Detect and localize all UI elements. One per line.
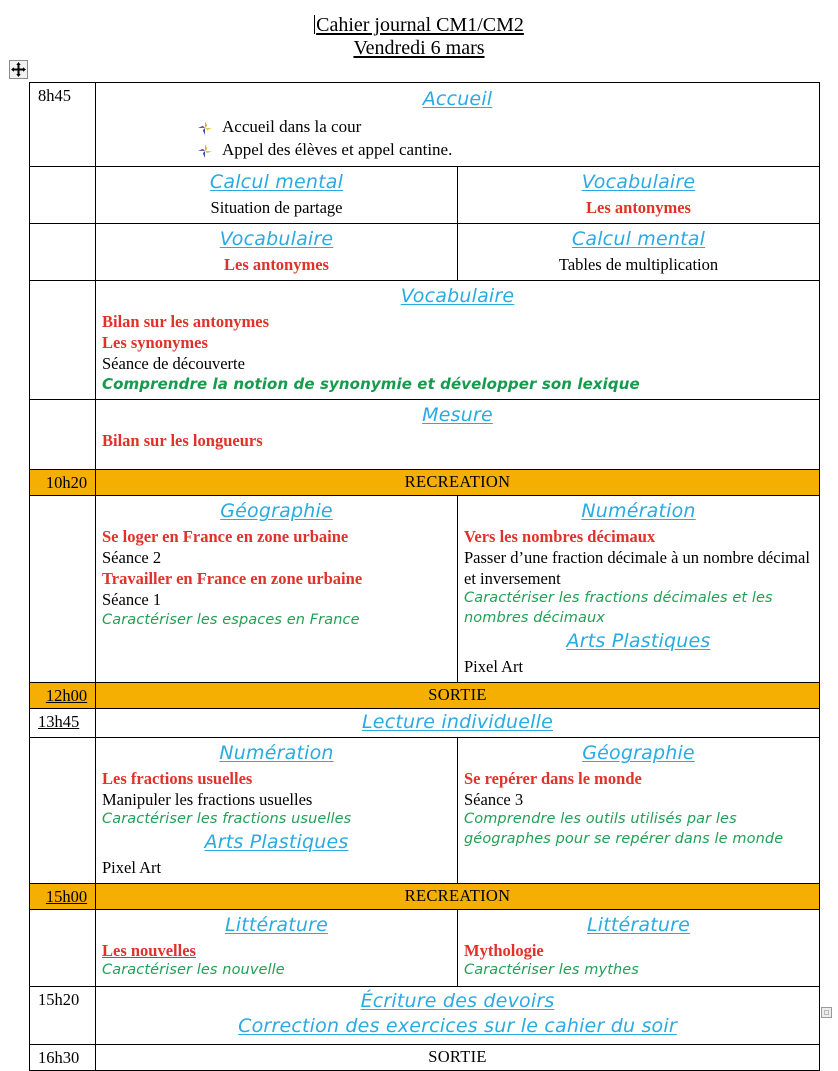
table-row-recreation-1 — [30, 470, 820, 496]
objective-text: Mythologie — [464, 940, 544, 960]
table-row-accueil — [30, 83, 820, 167]
content-cell-geographie-aprem — [458, 738, 820, 884]
time-label: 8h45 — [38, 86, 71, 105]
competence-text: Caractériser les espaces en France — [102, 611, 360, 628]
accueil-list — [102, 116, 813, 162]
objective-text: Vers les nombres décimaux — [464, 527, 656, 547]
time-cell-empty — [30, 400, 96, 470]
time-cell-devoirs — [30, 986, 96, 1045]
objective-text: Travailler en France en zone urbaine — [102, 569, 363, 589]
time-label: 10h20 — [45, 473, 88, 493]
time-cell-empty — [30, 281, 96, 400]
break-label: SORTIE — [428, 684, 487, 704]
cahier-journal-table — [29, 82, 820, 1071]
time-cell-empty — [30, 910, 96, 987]
objective-text: Bilan sur les longueurs — [102, 431, 263, 451]
subject-heading: Numération — [219, 742, 334, 765]
subject-heading: Numération — [581, 500, 696, 523]
page-title-text: Cahier journal CM1/CM2 — [316, 14, 524, 36]
document-header — [0, 0, 838, 60]
break-cell-recreation-1 — [96, 470, 820, 496]
subject-heading: Mesure — [422, 404, 493, 427]
content-cell-litterature-right — [458, 910, 820, 987]
content-cell-accueil — [96, 83, 820, 167]
text-cursor — [314, 15, 315, 34]
time-cell-empty — [30, 167, 96, 224]
table-row-devoirs — [30, 986, 820, 1045]
activity-text: Séance de découverte — [102, 353, 245, 373]
content-cell-mesure — [96, 400, 820, 470]
objective-text: Les synonymes — [102, 332, 208, 352]
content-cell-devoirs — [96, 986, 820, 1045]
table-row-rituals-1 — [30, 167, 820, 224]
break-label: RECREATION — [404, 886, 511, 905]
content-cell-vocabulaire-main — [96, 281, 820, 400]
subject-heading: Littérature — [224, 914, 329, 936]
objective-text: Se repérer dans le monde — [464, 769, 642, 789]
content-cell-calcul-mental-1 — [96, 167, 458, 224]
subject-heading: Géographie — [220, 500, 333, 523]
page-title — [0, 14, 838, 36]
subject-heading: Arts Plastiques — [204, 831, 349, 854]
table-row-vocabulaire — [30, 281, 820, 400]
time-cell-empty — [30, 224, 96, 281]
objective-text: Les antonymes — [224, 254, 329, 274]
move-handle-icon[interactable] — [9, 60, 28, 79]
content-cell-numeration-aprem — [96, 738, 458, 884]
table-row-lecture — [30, 708, 820, 738]
competence-text: Caractériser les fractions usuelles — [102, 811, 352, 828]
time-cell-recreation-1 — [30, 470, 96, 496]
activity-text: Passer d’une fraction décimale à un nombre décimal et inversement — [464, 548, 810, 589]
time-cell-recreation-2 — [30, 884, 96, 910]
content-cell-vocabulaire-2 — [96, 224, 458, 281]
activity-text: Séance 2 — [102, 548, 162, 568]
break-cell-recreation-2 — [96, 884, 820, 910]
content-cell-sortie-soir — [96, 1045, 820, 1071]
arrow-bullet-icon — [198, 119, 212, 133]
subject-heading: Vocabulaire — [219, 228, 334, 251]
time-cell-lecture — [30, 708, 96, 738]
activity-text: Pixel Art — [464, 656, 524, 676]
table-row-recreation-2 — [30, 884, 820, 910]
subject-heading: Géographie — [582, 742, 695, 765]
content-cell-litterature-left — [96, 910, 458, 987]
activity-text: Manipuler les fractions usuelles — [102, 790, 313, 810]
objective-text: Se loger en France en zone urbaine — [102, 527, 349, 547]
list-item-label: Appel des élèves et appel cantine. — [222, 139, 453, 159]
time-label: 16h30 — [38, 1048, 80, 1068]
arrow-bullet-icon — [198, 142, 212, 156]
page-subtitle: Vendredi 6 mars — [353, 37, 485, 60]
objective-text: Les antonymes — [586, 198, 691, 218]
subject-heading: Vocabulaire — [581, 171, 696, 194]
content-cell-numeration-matin — [458, 496, 820, 682]
list-item — [198, 116, 813, 139]
time-label: 13h45 — [38, 711, 80, 731]
time-cell-sortie-soir — [30, 1045, 96, 1071]
time-cell-empty — [30, 738, 96, 884]
subject-heading: Vocabulaire — [400, 285, 515, 307]
table-row-sortie-soir — [30, 1045, 820, 1071]
break-cell-sortie-midi — [96, 682, 820, 708]
activity-text: Tables de multiplication — [558, 254, 719, 274]
time-cell-accueil — [30, 83, 96, 167]
subject-heading: Écriture des devoirs — [360, 989, 555, 1012]
break-label: SORTIE — [428, 1047, 487, 1067]
competence-text: Comprendre la notion de synonymie et développer son lexique — [102, 375, 640, 394]
content-cell-lecture — [96, 708, 820, 738]
objective-text: Bilan sur les antonymes — [102, 311, 270, 331]
activity-text: Séance 3 — [464, 790, 524, 810]
resize-handle-icon[interactable] — [821, 1007, 832, 1018]
activity-text: Pixel Art — [102, 857, 162, 877]
time-cell-sortie-midi — [30, 682, 96, 708]
table-row-litterature — [30, 910, 820, 987]
competence-text: Caractériser les mythes — [464, 961, 639, 978]
objective-text: Les nouvelles — [102, 940, 196, 960]
content-cell-calcul-mental-2 — [458, 224, 820, 281]
time-label: 15h20 — [38, 989, 80, 1009]
subject-heading: Littérature — [586, 914, 691, 936]
list-item-label: Accueil dans la cour — [222, 116, 362, 136]
content-cell-geographie-matin — [96, 496, 458, 682]
subject-heading: Correction des exercices sur le cahier du soir — [238, 1015, 677, 1038]
competence-text: Comprendre les outils utilisés par les géographes pour se repérer dans le monde — [464, 811, 784, 848]
competence-text: Caractériser les fractions décimales et les nombres décimaux — [464, 590, 773, 627]
activity-text: Situation de partage — [210, 198, 343, 218]
subject-heading: Lecture individuelle — [362, 710, 553, 733]
time-cell-empty — [30, 496, 96, 682]
competence-text: Caractériser les nouvelle — [102, 961, 285, 978]
objective-text: Les fractions usuelles — [102, 769, 253, 789]
subject-heading: Calcul mental — [571, 228, 706, 251]
table-row-sortie-midi — [30, 682, 820, 708]
activity-text: Séance 1 — [102, 590, 162, 610]
time-label: 15h00 — [45, 887, 88, 906]
table-row-afternoon-block — [30, 738, 820, 884]
subject-heading: Calcul mental — [209, 171, 344, 194]
time-label: 12h00 — [45, 685, 88, 705]
subject-heading: Accueil — [422, 88, 493, 110]
table-row-mesure — [30, 400, 820, 470]
subject-heading: Arts Plastiques — [566, 629, 711, 652]
content-cell-vocabulaire-1 — [458, 167, 820, 224]
table-row-rituals-2 — [30, 224, 820, 281]
break-label: RECREATION — [404, 472, 511, 492]
table-row-morning-block — [30, 496, 820, 682]
list-item — [198, 139, 813, 162]
